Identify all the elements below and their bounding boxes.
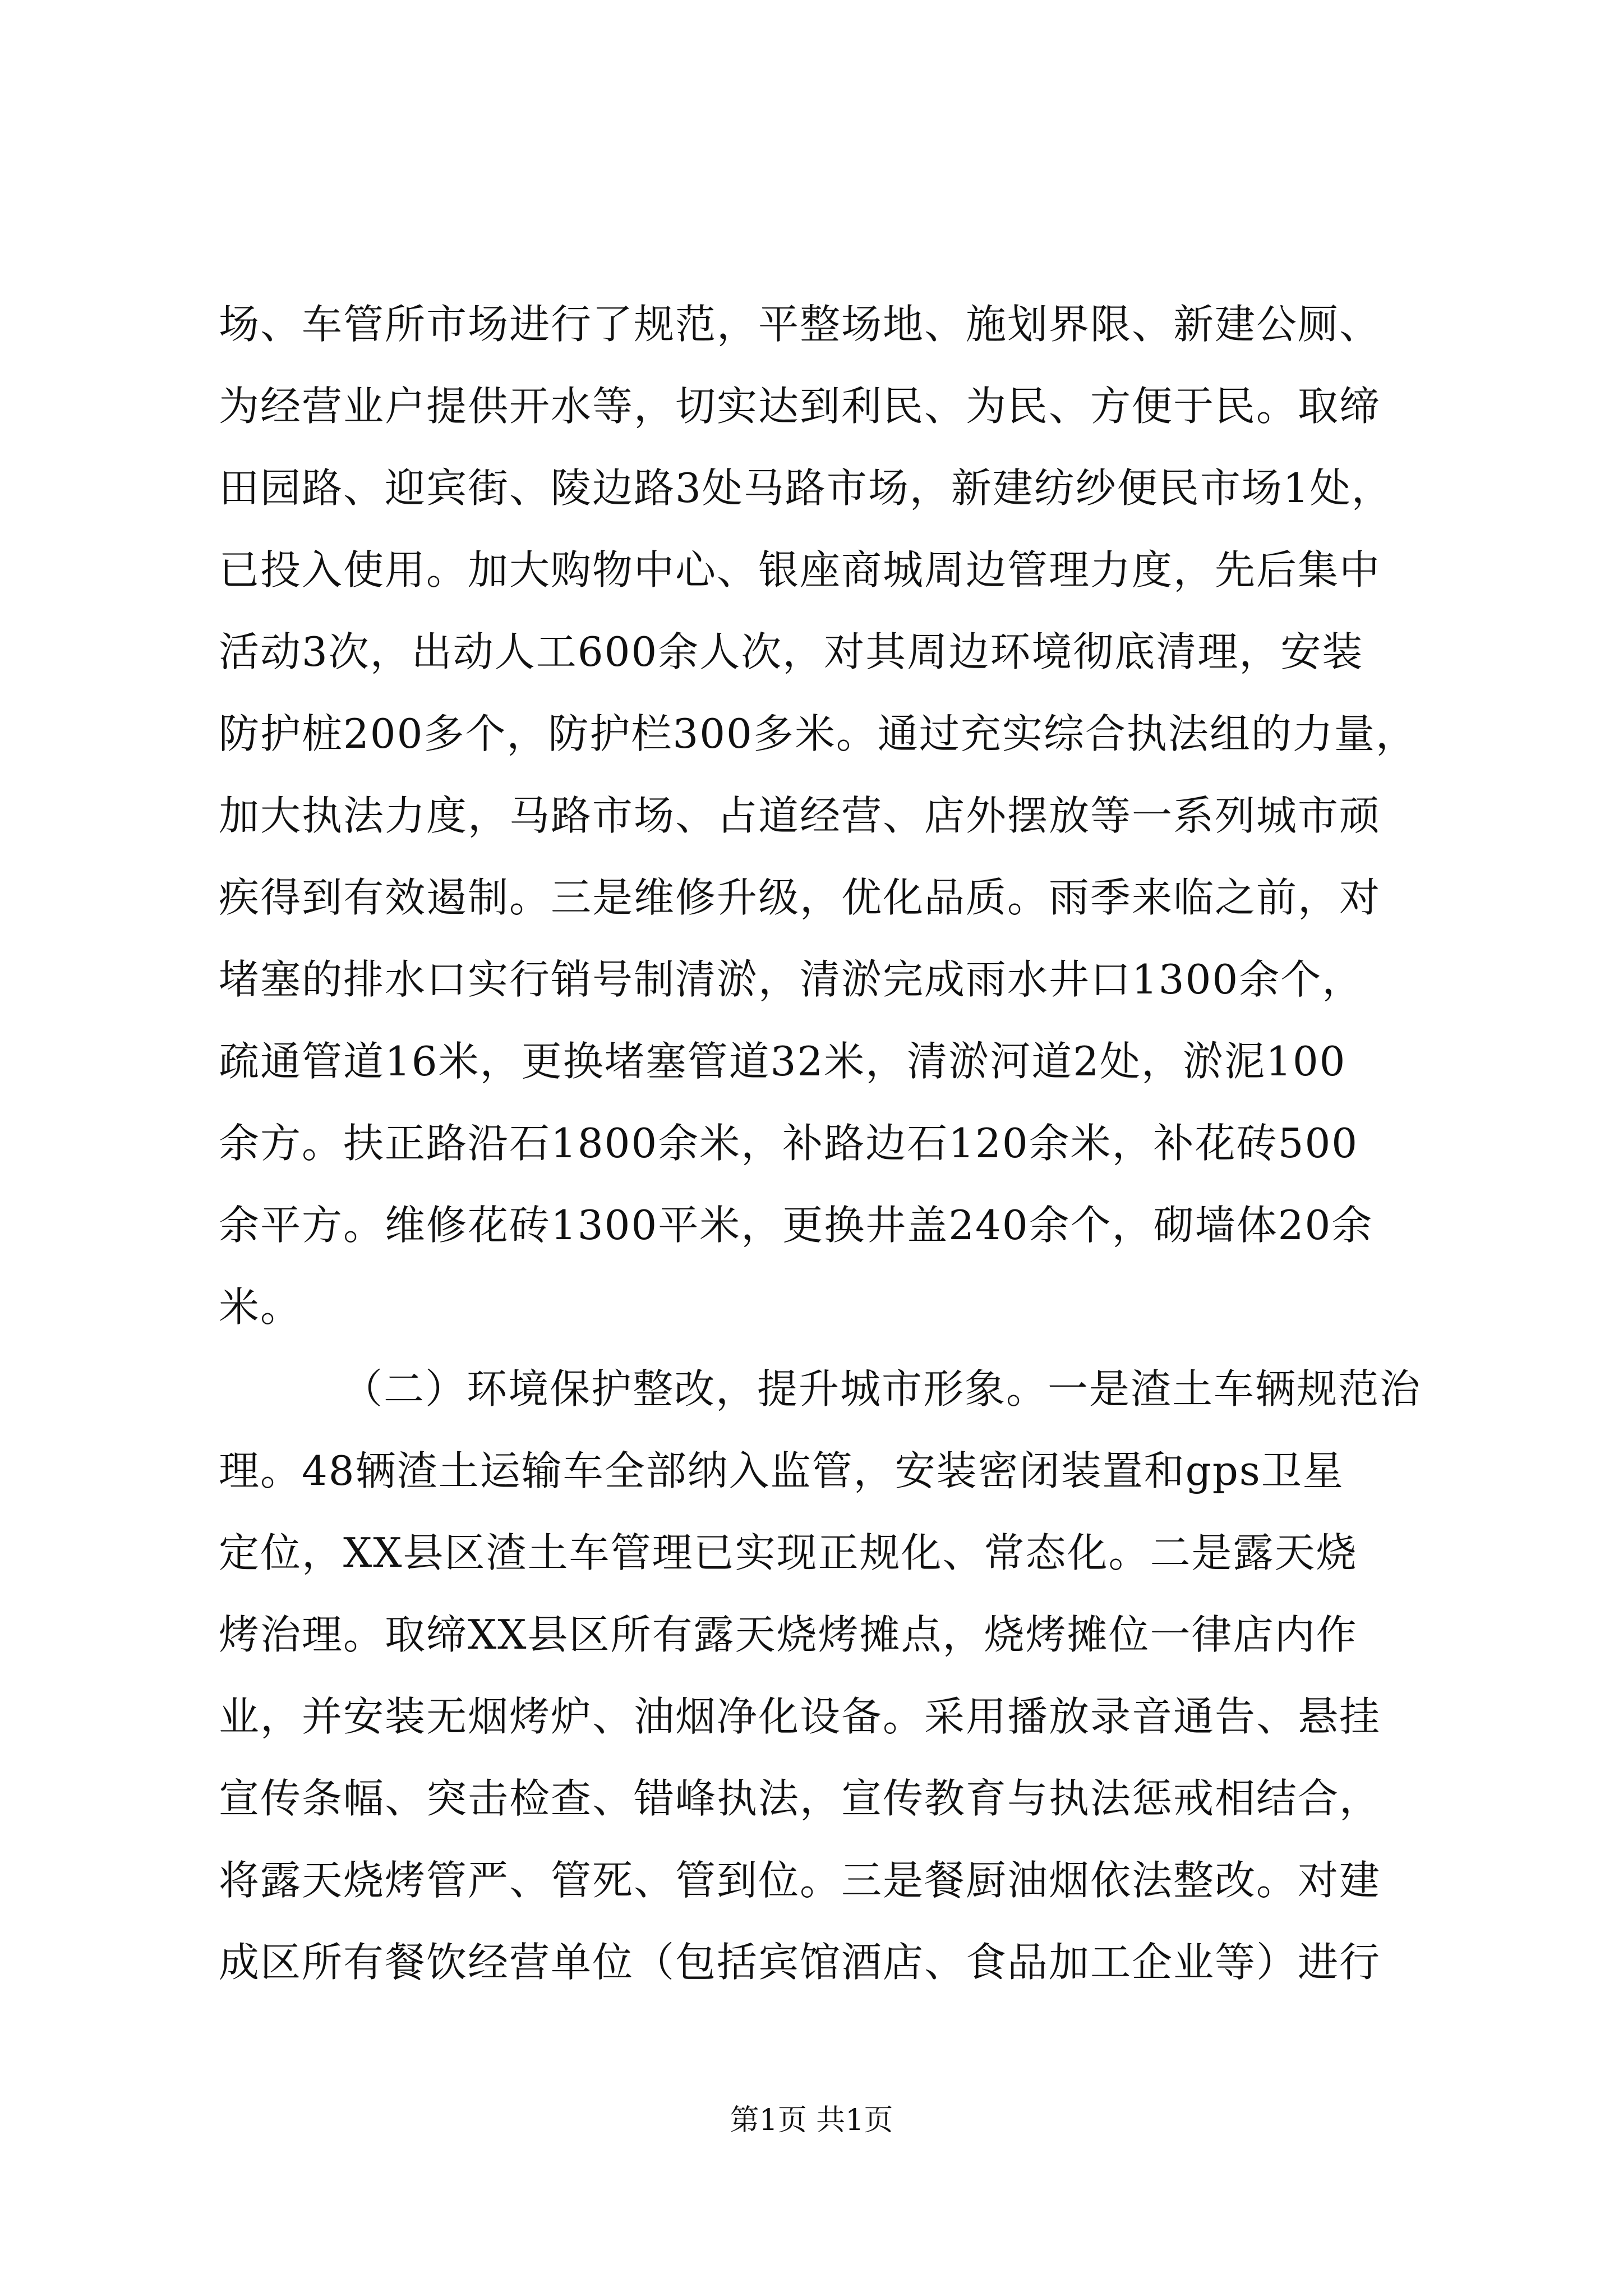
- text-line: 防护桩200多个，防护栏300多米。通过充实综合执法组的力量，: [219, 710, 1417, 757]
- document-body: [219, 283, 1422, 2003]
- text-line: 加大执法力度，马路市场、占道经营、店外摆放等一系列城市顽: [219, 792, 1381, 839]
- text-line: 定位，XX县区渣土车管理已实现正规化、常态化。二是露天烧: [219, 1529, 1358, 1576]
- text-line: 活动3次，出动人工600余人次，对其周边环境彻底清理，安装: [219, 628, 1364, 675]
- page-number-footer: 第1页 共1页: [730, 2104, 893, 2137]
- text-line: 余平方。维修花砖1300平米，更换井盖240余个，砌墙体20余: [219, 1202, 1373, 1249]
- text-line: 烤治理。取缔XX县区所有露天烧烤摊点，烧烤摊位一律店内作: [219, 1611, 1358, 1658]
- text-line: 宣传条幅、突击检查、错峰执法，宣传教育与执法惩戒相结合，: [219, 1775, 1381, 1822]
- text-line: 已投入使用。加大购物中心、银座商城周边管理力度，先后集中: [219, 546, 1381, 593]
- text-line: 将露天烧烤管严、管死、管到位。三是餐厨油烟依法整改。对建: [219, 1857, 1381, 1904]
- text-line: 米。: [219, 1283, 302, 1331]
- text-line: 为经营业户提供开水等，切实达到利民、为民、方便于民。取缔: [219, 383, 1381, 430]
- text-line: 场、车管所市场进行了规范，平整场地、施划界限、新建公厕、: [219, 301, 1381, 348]
- text-line: 余方。扶正路沿石1800余米，补路边石120余米，补花砖500: [219, 1120, 1359, 1167]
- text-line: 疏通管道16米，更换堵塞管道32米，清淤河道2处，淤泥100: [219, 1038, 1347, 1085]
- text-line: 堵塞的排水口实行销号制清淤，清淤完成雨水井口1300余个，: [219, 956, 1364, 1003]
- text-line: 业，并安装无烟烤炉、油烟净化设备。采用播放录音通告、悬挂: [219, 1693, 1381, 1740]
- paragraph-start-line: （二）环境保护整改，提升城市形象。一是渣土车辆规范治: [342, 1365, 1422, 1412]
- text-line: 成区所有餐饮经营单位（包括宾馆酒店、食品加工企业等）进行: [219, 1939, 1381, 1986]
- text-line: 理。48辆渣土运输车全部纳入监管，安装密闭装置和gps卫星: [219, 1447, 1344, 1494]
- text-line: 疾得到有效遏制。三是维修升级，优化品质。雨季来临之前，对: [219, 874, 1381, 921]
- text-line: 田园路、迎宾街、陵边路3处马路市场，新建纺纱便民市场1处，: [219, 464, 1393, 512]
